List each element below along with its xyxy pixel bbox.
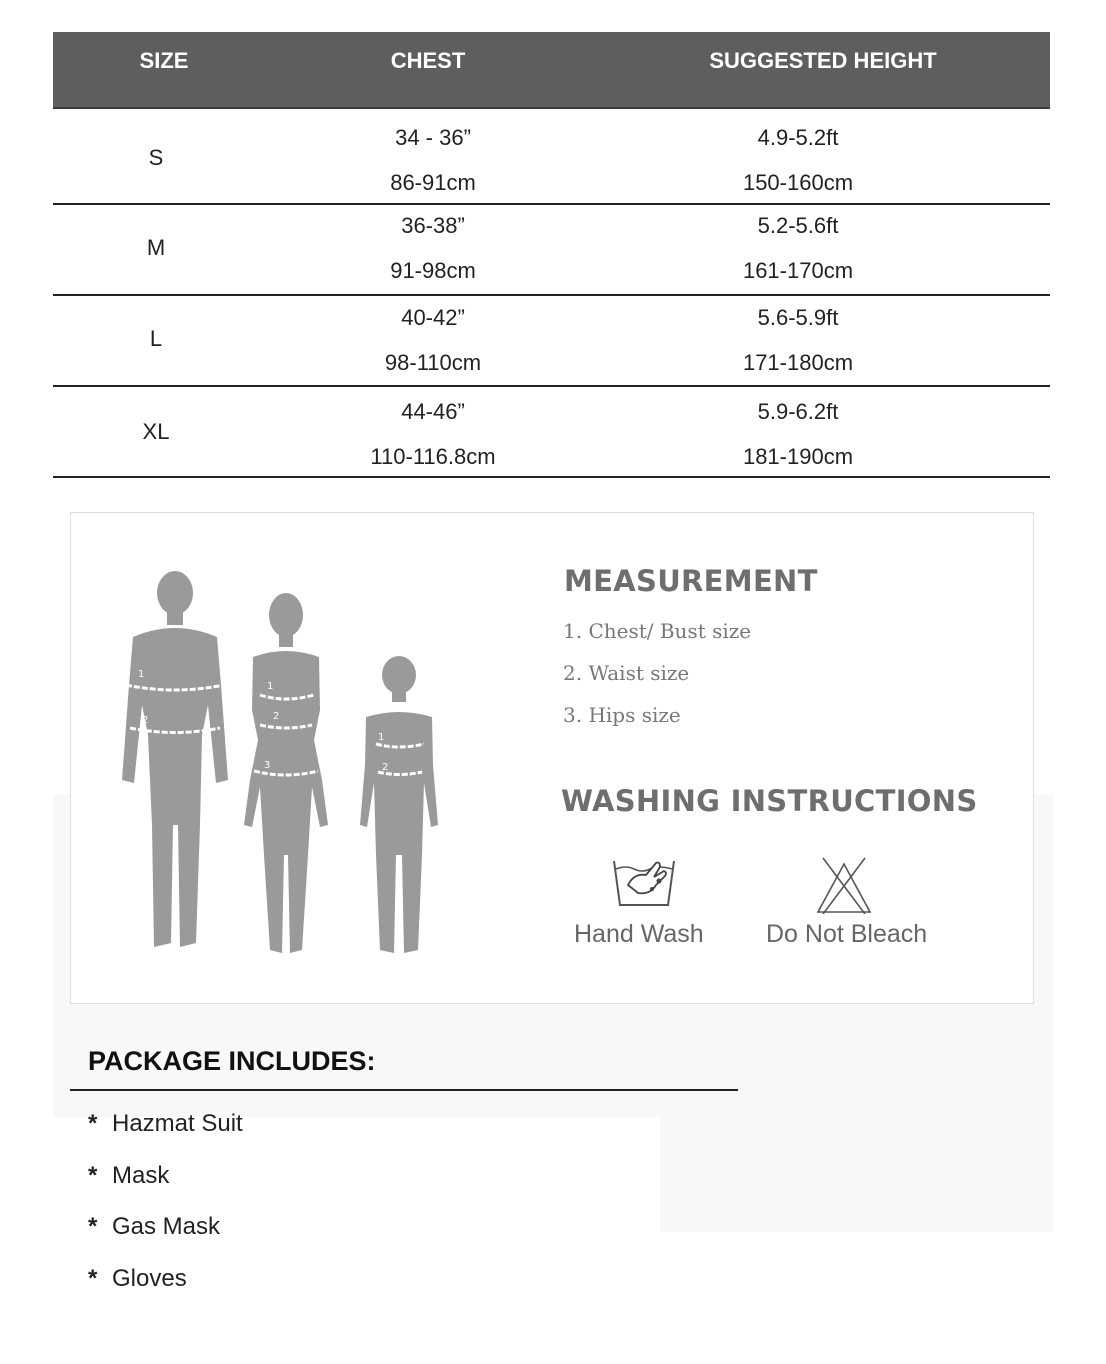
hand-wash-label: Hand Wash bbox=[574, 920, 704, 948]
height-cm-cell: 171-180cm bbox=[742, 350, 854, 375]
marker-label: 2 bbox=[142, 715, 149, 726]
table-header bbox=[53, 32, 1050, 109]
list-item bbox=[88, 1265, 187, 1293]
height-cm-cell: 150-160cm bbox=[742, 170, 854, 195]
marker-label: 2 bbox=[382, 762, 389, 773]
size-cell: L bbox=[149, 326, 163, 351]
package-item-label: Mask bbox=[112, 1162, 170, 1189]
measurement-title: MEASUREMENT bbox=[564, 564, 818, 598]
hand-wash-icon bbox=[612, 855, 676, 909]
man-figure-icon bbox=[122, 571, 228, 947]
marker-label: 2 bbox=[273, 711, 280, 722]
header-chest: CHEST bbox=[390, 48, 466, 73]
height-ft-cell: 5.2-5.6ft bbox=[757, 213, 839, 238]
height-cm-cell: 181-190cm bbox=[742, 444, 854, 469]
package-item-label: Gas Mask bbox=[112, 1213, 221, 1240]
size-chart-table bbox=[53, 32, 1050, 478]
list-item bbox=[88, 1213, 220, 1241]
chest-inches-cell: 36-38” bbox=[401, 213, 465, 238]
do-not-bleach-label: Do Not Bleach bbox=[766, 920, 928, 948]
height-cm-cell: 161-170cm bbox=[742, 258, 854, 283]
measurement-item-hips: 3. Hips size bbox=[563, 703, 681, 727]
marker-label: 1 bbox=[267, 681, 274, 692]
header-size: SIZE bbox=[139, 48, 189, 73]
height-ft-cell: 5.9-6.2ft bbox=[757, 399, 839, 424]
table-row bbox=[53, 387, 1050, 478]
measurement-item-waist: 2. Waist size bbox=[563, 661, 690, 685]
chest-cm-cell: 98-110cm bbox=[384, 350, 482, 375]
chest-cm-cell: 110-116.8cm bbox=[370, 444, 496, 469]
bullet-icon: * bbox=[88, 1162, 98, 1189]
washing-instructions-title: WASHING INSTRUCTIONS bbox=[561, 784, 978, 818]
package-item-label: Gloves bbox=[112, 1265, 187, 1292]
bullet-icon: * bbox=[88, 1213, 98, 1240]
table-row bbox=[53, 205, 1050, 296]
chest-cm-cell: 91-98cm bbox=[390, 258, 476, 283]
list-item bbox=[88, 1162, 169, 1190]
size-cell: S bbox=[148, 145, 164, 170]
bullet-icon: * bbox=[88, 1265, 98, 1292]
height-ft-cell: 4.9-5.2ft bbox=[757, 125, 839, 150]
chest-inches-cell: 34 - 36” bbox=[395, 125, 471, 150]
marker-label: 1 bbox=[378, 732, 385, 743]
section-divider bbox=[70, 1089, 738, 1091]
list-item bbox=[88, 1110, 243, 1138]
size-cell: M bbox=[146, 235, 166, 260]
table-row bbox=[53, 296, 1050, 387]
chest-inches-cell: 44-46” bbox=[401, 399, 465, 424]
body-figures-illustration bbox=[88, 525, 461, 968]
bullet-icon: * bbox=[88, 1110, 98, 1137]
marker-label: 1 bbox=[138, 669, 145, 680]
package-item-label: Hazmat Suit bbox=[112, 1110, 243, 1137]
table-row bbox=[53, 109, 1050, 205]
measurement-item-chest: 1. Chest/ Bust size bbox=[563, 619, 752, 643]
package-includes-title: PACKAGE INCLUDES: bbox=[88, 1046, 376, 1076]
header-suggested-height: SUGGESTED HEIGHT bbox=[709, 48, 937, 73]
chest-cm-cell: 86-91cm bbox=[390, 170, 476, 195]
do-not-bleach-icon bbox=[815, 856, 873, 914]
height-ft-cell: 5.6-5.9ft bbox=[757, 305, 839, 330]
child-figure-icon bbox=[360, 656, 438, 953]
chest-inches-cell: 40-42” bbox=[401, 305, 465, 330]
marker-label: 3 bbox=[264, 760, 271, 771]
size-cell: XL bbox=[142, 419, 170, 444]
